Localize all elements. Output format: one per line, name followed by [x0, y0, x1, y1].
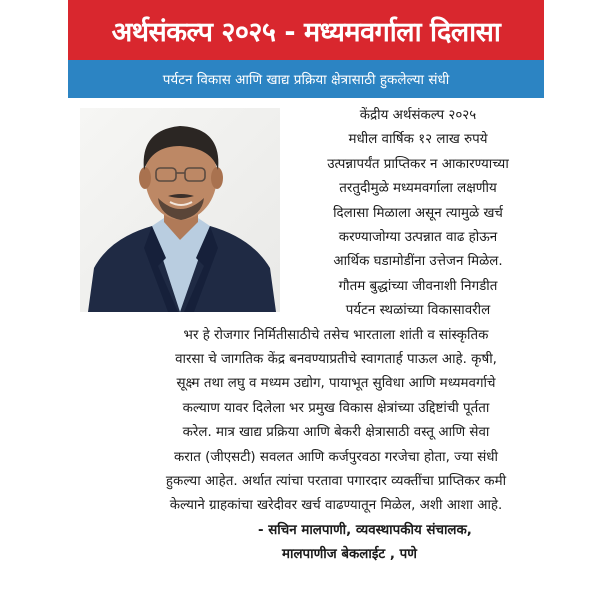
article-line: भर हे रोजगार निर्मितीसाठीचे तसेच भारताला शांती व सांस्कृतिक	[183, 328, 489, 343]
article-line: हुकल्या आहेत. अर्थात त्यांचा परतावा पगारदार व्यक्तींचा प्राप्तिकर कमी	[165, 474, 507, 489]
headline-title: अर्थसंकल्प २०२५ - मध्यमवर्गाला दिलासा	[111, 16, 501, 48]
article-line: करेल. मात्र खाद्य प्रक्रिया आणि बेकरी क्षेत्रासाठी वस्तू आणि सेवा	[182, 425, 490, 440]
credit-company-line: मालपाणीज बेकलाईट , पणे	[282, 547, 417, 562]
newspaper-clipping	[68, 0, 544, 600]
article-line: सूक्ष्म तथा लघु व मध्यम उद्योग, पायाभूत सुविधा आणि मध्यमवर्गाचे	[176, 376, 496, 391]
article-line: आर्थिक घडामोडींना उत्तेजन मिळेल.	[333, 254, 503, 269]
article-line: उत्पन्नापर्यंत प्राप्तिकर न आकारण्याच्या	[327, 157, 509, 172]
article-line: केल्याने ग्राहकांचा खरेदीवर खर्च वाढण्यातून मिळेल, अशी आशा आहे.	[169, 498, 503, 513]
article-line: वारसा चे जागतिक केंद्र बनवण्याप्रतीचे स्वागतार्ह पाऊल आहे. कृषी,	[175, 352, 497, 367]
article-line: करात (जीएसटी) सवलत आणि कर्जपुरवठा गरजेचा होता, ज्या संधी	[174, 450, 498, 465]
article-line: तरतुदीमुळे मध्यमवर्गाला लक्षणीय	[339, 181, 497, 196]
article-line: पर्यटन स्थळांच्या विकासावरील	[345, 303, 491, 318]
article-line: कल्याण यावर दिलेला भर प्रमुख विकास क्षेत्रांच्या उद्दिष्टांची पूर्तता	[182, 401, 490, 416]
article-line: गौतम बुद्धांच्या जीवनाशी निगडीत	[338, 279, 498, 294]
credit-name-line: - सचिन मालपाणी, व्यवस्थापकीय संचालक,	[258, 523, 472, 538]
portrait-illustration	[80, 108, 280, 312]
subheadline-text: पर्यटन विकास आणि खाद्य प्रक्रिया क्षेत्रासाठी हुकलेल्या संधी	[162, 72, 450, 88]
subheadline-band	[68, 60, 544, 98]
article-line: करण्याजोग्या उत्पन्नात वाढ होऊन	[338, 230, 498, 245]
article-line: दिलासा मिळाला असून त्यामुळे खर्च	[333, 206, 503, 221]
headline-band	[68, 0, 544, 60]
portrait-photo	[80, 108, 280, 312]
article-line: मधील वार्षिक १२ लाख रुपये	[348, 132, 488, 147]
article-line: केंद्रीय अर्थसंकल्प २०२५	[359, 108, 477, 123]
